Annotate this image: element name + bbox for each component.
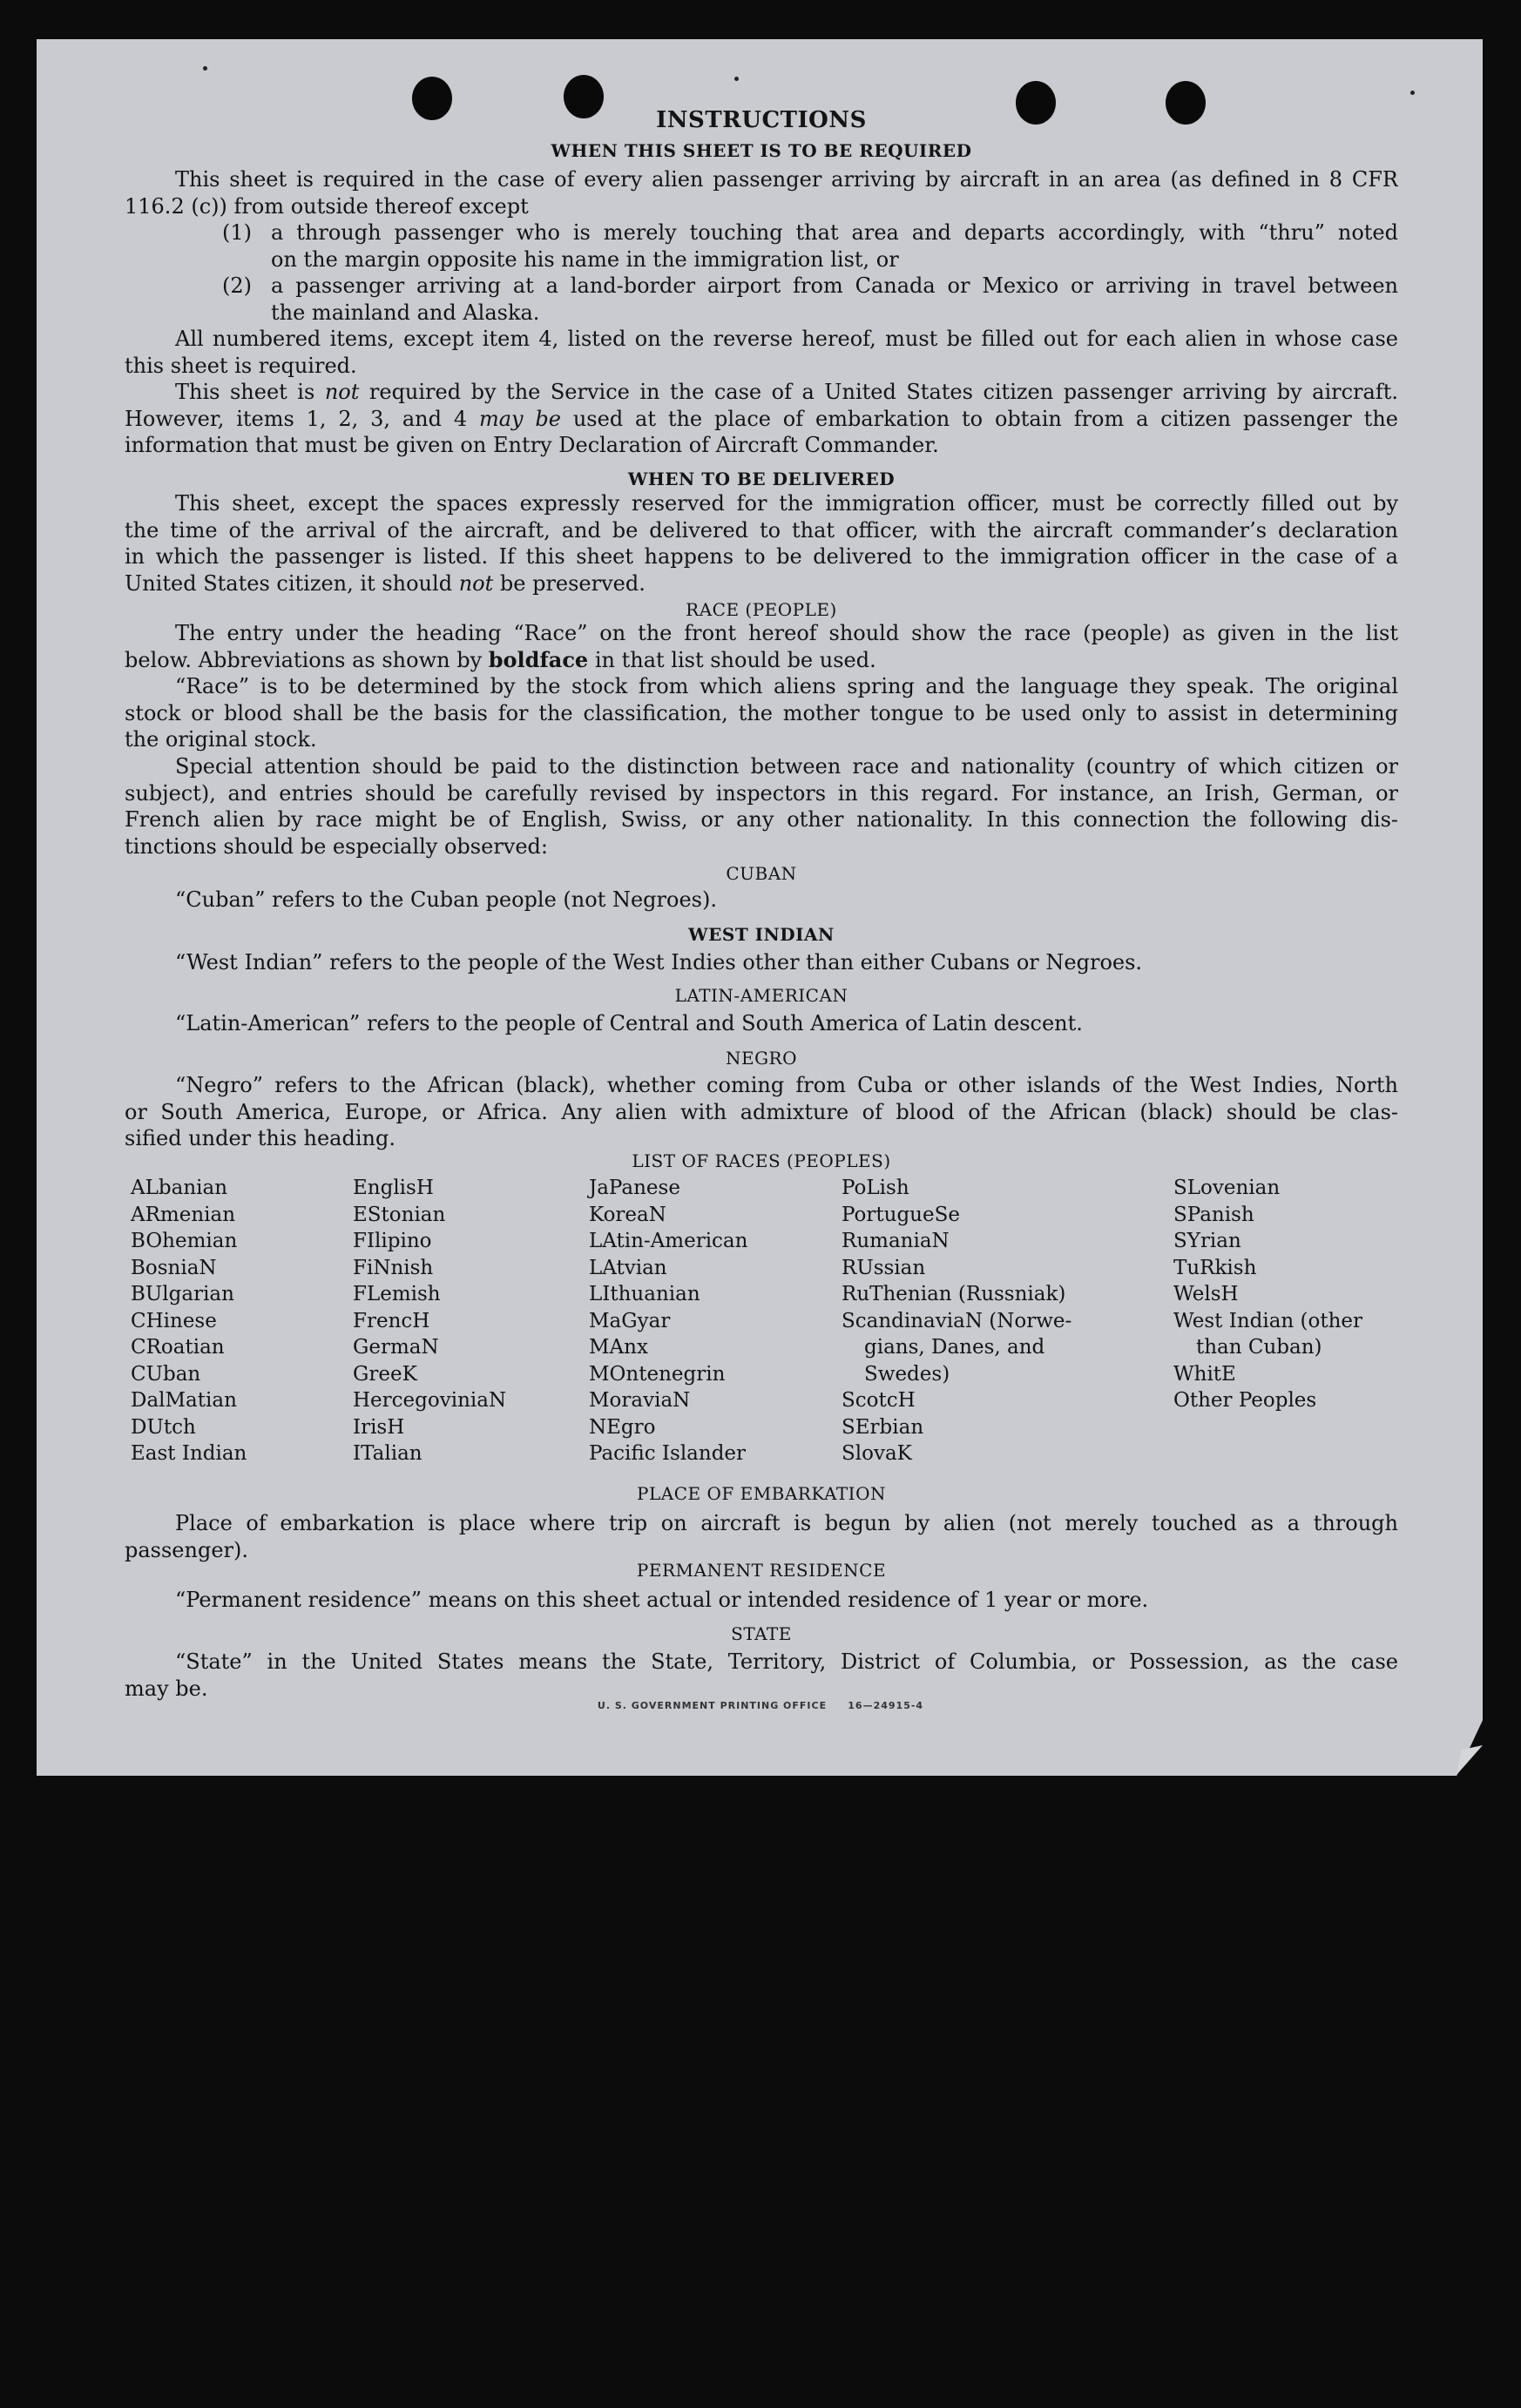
text-line: “West Indian” refers to the people of the West Indies other than either Cubans or Negroes.: [175, 950, 1143, 975]
race-item: JaPanese: [589, 1177, 680, 1199]
section-heading-negro: NEGRO: [725, 1048, 798, 1069]
race-column-1: [131, 1175, 247, 1467]
race-list: [131, 1175, 1403, 1471]
race-item: ScotcH: [842, 1389, 916, 1412]
negro-paragraph: [125, 1072, 1398, 1152]
cuban-paragraph: [125, 887, 1398, 914]
section-heading-required: WHEN THIS SHEET IS TO BE REQUIRED: [551, 140, 972, 161]
race-item: MoraviaN: [589, 1389, 691, 1412]
race-item: West Indian (other: [1173, 1309, 1363, 1332]
speck: [1410, 91, 1415, 95]
race-item: than Cuban): [1196, 1336, 1322, 1359]
text-fragment: United States citizen, it should: [125, 570, 459, 596]
exception-2: [222, 273, 1398, 326]
race-item: BosniaN: [131, 1256, 217, 1279]
text-line: This sheet, except the spaces expressly reserved for the immigration officer, must be correctly filled out by: [175, 491, 1398, 516]
race-item: EnglisH: [353, 1177, 434, 1199]
race-item: WelsH: [1173, 1283, 1239, 1305]
race-item: GreeK: [353, 1362, 417, 1386]
race-item: FiNnish: [353, 1256, 434, 1279]
race-item: MOntenegrin: [589, 1362, 726, 1386]
text-line: “Permanent residence” means on this sheet actual or intended residence of 1 year or more.: [175, 1588, 1149, 1612]
race-paragraph-1: [125, 620, 1398, 673]
race-column-5: [1173, 1175, 1362, 1414]
race-item: FrencH: [353, 1309, 430, 1332]
state-paragraph: [125, 1649, 1398, 1702]
emphasis: may be: [478, 406, 561, 431]
text-line: sified under this heading.: [125, 1126, 395, 1150]
text-line: Special attention should be paid to the distinction between race and nationality (country of which citizen or: [175, 754, 1398, 779]
text-line: [125, 570, 1398, 597]
text-fragment: However, items 1, 2, 3, and 4: [125, 406, 479, 431]
race-item: PortugueSe: [842, 1203, 960, 1226]
race-item: ARmenian: [131, 1203, 236, 1226]
text-line: French alien by race might be of English, Swiss, or any other nationality. In this connection the following dis-: [125, 807, 1398, 832]
race-item: HercegoviniaN: [353, 1389, 507, 1412]
race-item: CHinese: [131, 1309, 217, 1332]
text-line: “Negro” refers to the African (black), whether coming from Cuba or other islands of the West Indies, North: [175, 1073, 1398, 1097]
section-heading-west-indian: WEST INDIAN: [688, 924, 835, 945]
text-line: This sheet is required in the case of every alien passenger arriving by aircraft in an area (as defined in 8 CFR: [175, 167, 1398, 192]
text-line: All numbered items, except item 4, listed on the reverse hereof, must be filled out for each alien in whose case: [175, 327, 1398, 351]
text-line: in which the passenger is listed. If this sheet happens to be delivered to the immigration officer in the case of a: [125, 544, 1398, 569]
text-line: information that must be given on Entry Declaration of Aircraft Commander.: [125, 433, 939, 457]
section-heading-embarkation: PLACE OF EMBARKATION: [637, 1483, 886, 1504]
emphasis: not: [324, 380, 360, 404]
race-item: ALbanian: [131, 1177, 228, 1199]
section-heading-state: STATE: [731, 1623, 792, 1644]
boldface-word: boldface: [488, 646, 589, 672]
text-line: [125, 406, 1398, 433]
exception-label: (2): [222, 273, 252, 298]
race-item: RumaniaN: [842, 1230, 950, 1252]
race-item: IrisH: [353, 1415, 405, 1439]
text-line: “Race” is to be determined by the stock from which aliens spring and the language they speak. The original: [175, 674, 1398, 698]
speck: [734, 77, 739, 81]
text-line: tinctions should be especially observed:: [125, 833, 548, 859]
text-line: stock or blood shall be the basis for the classification, the mother tongue to be used only to assist in determining: [125, 700, 1398, 725]
text-line: passenger).: [125, 1537, 248, 1562]
race-item: East Indian: [131, 1442, 247, 1465]
race-item: SYrian: [1173, 1230, 1241, 1252]
section-heading-latin-american: LATIN-AMERICAN: [674, 985, 848, 1006]
race-paragraph-2: [125, 673, 1398, 753]
race-paragraph-3: [125, 753, 1398, 860]
form-code: 16—24915-4: [848, 1700, 924, 1711]
race-item: DalMatian: [131, 1389, 237, 1412]
west-indian-paragraph: [125, 949, 1398, 976]
section-heading-delivered: WHEN TO BE DELIVERED: [627, 469, 896, 489]
text-line: or South America, Europe, or Africa. Any alien with admixture of blood of the African (black) should be clas-: [125, 1099, 1398, 1124]
page-title: INSTRUCTIONS: [656, 107, 867, 133]
text-line: [125, 379, 1398, 406]
race-item: ScandinaviaN (Norwe-: [842, 1309, 1072, 1332]
race-item: KoreaN: [589, 1203, 666, 1226]
text-fragment: be preserved.: [493, 570, 646, 596]
race-item: BOhemian: [131, 1230, 238, 1252]
printer-name: U. S. GOVERNMENT PRINTING OFFICE: [597, 1700, 828, 1711]
race-item: Pacific Islander: [589, 1442, 747, 1465]
race-item: DUtch: [131, 1415, 196, 1439]
race-item: gians, Danes, and: [864, 1336, 1045, 1359]
race-item: NEgro: [589, 1415, 656, 1439]
text-line: the mainland and Alaska.: [271, 300, 540, 325]
race-item: SlovaK: [842, 1442, 912, 1465]
emphasis: not: [458, 570, 494, 596]
text-line: “State” in the United States means the State, Territory, District of Columbia, or Possession, as the case: [175, 1649, 1398, 1674]
text-line: this sheet is required.: [125, 353, 357, 378]
race-item: LAtin-American: [589, 1230, 748, 1252]
text-line: a passenger arriving at a land-border airport from Canada or Mexico or arriving in travel between: [271, 273, 1398, 298]
text-fragment: used at the place of embarkation to obtain from a citizen passenger the: [561, 406, 1398, 431]
exception-1: [222, 219, 1398, 273]
race-item: Swedes): [864, 1362, 950, 1386]
text-fragment: below. Abbreviations as shown by: [125, 647, 489, 672]
printer-imprint: [0, 1700, 1521, 1711]
exception-label: (1): [222, 220, 252, 245]
text-line: on the margin opposite his name in the immigration list, or: [271, 246, 899, 272]
race-item: SErbian: [842, 1415, 924, 1439]
text-line: “Latin-American” refers to the people of Central and South America of Latin descent.: [175, 1011, 1083, 1035]
text-fragment: This sheet is: [175, 380, 325, 404]
section-heading-race: RACE (PEOPLE): [686, 599, 837, 620]
race-item: SLovenian: [1173, 1177, 1281, 1199]
residence-paragraph: [125, 1587, 1398, 1614]
text-line: the time of the arrival of the aircraft, and be delivered to that officer, with the aircraft commander’s declaration: [125, 517, 1398, 543]
race-item: SPanish: [1173, 1203, 1254, 1226]
text-fragment: required by the Service in the case of a United States citizen passenger arriving by aircraft.: [359, 380, 1398, 404]
race-item: BUlgarian: [131, 1283, 234, 1305]
race-item: RUssian: [842, 1256, 926, 1279]
race-item: MAnx: [589, 1336, 648, 1359]
text-fragment: in that list should be used.: [588, 647, 876, 672]
race-item: CRoatian: [131, 1336, 225, 1359]
citizen-paragraph: [125, 379, 1398, 459]
section-heading-residence: PERMANENT RESIDENCE: [636, 1560, 887, 1581]
race-item: FIlipino: [353, 1230, 432, 1252]
race-item: LIthuanian: [589, 1283, 700, 1305]
race-item: LAtvian: [589, 1256, 667, 1279]
delivered-paragraph: [125, 490, 1398, 597]
race-item: Other Peoples: [1173, 1389, 1317, 1412]
text-line: 116.2 (c)) from outside thereof except: [125, 193, 529, 219]
race-item: ITalian: [353, 1442, 422, 1465]
text-line: Place of embarkation is place where trip on aircraft is begun by alien (not merely touched as a through: [175, 1511, 1398, 1535]
race-item: EStonian: [353, 1203, 446, 1226]
race-item: FLemish: [353, 1283, 441, 1305]
text-line: the original stock.: [125, 727, 317, 752]
text-line: [125, 647, 1398, 674]
race-item: WhitE: [1173, 1362, 1236, 1386]
text-line: “Cuban” refers to the Cuban people (not Negroes).: [175, 887, 717, 912]
text-line: may be.: [125, 1676, 208, 1701]
required-intro: [125, 166, 1398, 219]
section-heading-list-of-races: LIST OF RACES (PEOPLES): [632, 1150, 891, 1171]
race-item: CUban: [131, 1362, 201, 1386]
race-column-2: [353, 1175, 506, 1467]
race-item: PoLish: [842, 1177, 909, 1199]
embarkation-paragraph: [125, 1510, 1398, 1563]
text-line: The entry under the heading “Race” on the front hereof should show the race (people) as given in the list: [175, 621, 1398, 645]
numbered-items-paragraph: [125, 326, 1398, 379]
race-column-4: [842, 1175, 1071, 1467]
section-heading-cuban: CUBAN: [726, 863, 797, 884]
text-line: subject), and entries should be carefully revised by inspectors in this regard. For instance, an Irish, German, or: [125, 780, 1398, 806]
race-item: RuThenian (Russniak): [842, 1283, 1066, 1305]
race-column-3: [589, 1175, 747, 1467]
race-item: MaGyar: [589, 1309, 671, 1332]
text-line: a through passenger who is merely touching that area and departs accordingly, with “thru” noted: [271, 220, 1398, 245]
race-item: GermaN: [353, 1336, 439, 1359]
speck: [203, 66, 207, 71]
latin-american-paragraph: [125, 1010, 1398, 1037]
race-item: TuRkish: [1173, 1256, 1257, 1279]
